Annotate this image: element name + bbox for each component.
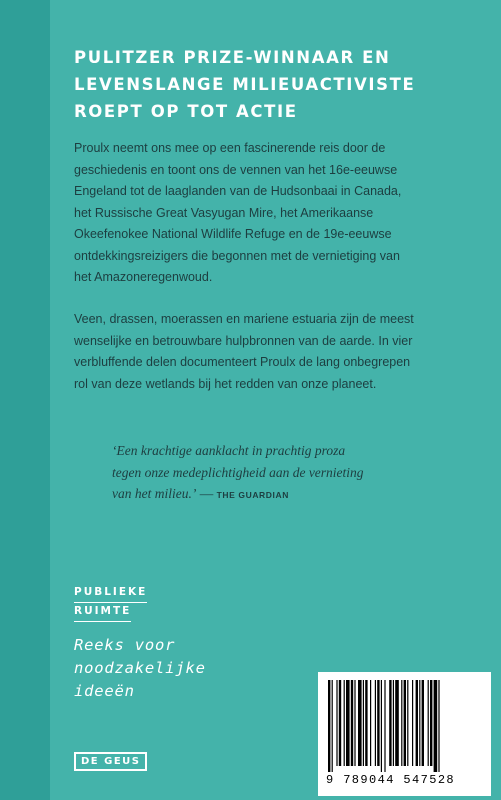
barcode-bar	[328, 680, 330, 772]
barcode-bar	[401, 680, 402, 766]
barcode-bar	[363, 680, 364, 766]
barcode-bar	[339, 680, 341, 766]
headline	[74, 44, 474, 125]
text-line: geschiedenis en toont ons de vennen van het 16e-eeuwse	[74, 162, 398, 177]
barcode-bar	[407, 680, 408, 766]
barcode-bar	[336, 680, 337, 766]
barcode-bar	[354, 680, 355, 766]
headline-line: LEVENSLANGE MILIEUACTIVISTE	[74, 75, 416, 94]
barcode-bar	[404, 680, 406, 766]
barcode-bars	[328, 680, 480, 772]
barcode-bar	[389, 680, 391, 766]
text-line: Veen, drassen, moerassen en mariene estuaria zijn de meest	[74, 312, 414, 326]
text-line: Proulx neemt ons mee op een fascinerende reis door de	[74, 141, 386, 155]
quote-line: tegen onze medeplichtigheid aan de vernieting	[112, 464, 364, 480]
text-line: verbluffende delen documenteert Proulx de lang onbegrepen	[74, 355, 411, 369]
barcode-bar	[332, 680, 333, 772]
barcode-bar	[428, 680, 429, 766]
headline-line: PULITZER PRIZE-WINNAAR EN	[74, 48, 391, 67]
series-tagline	[74, 634, 206, 703]
isbn-number: 9 789044 547528	[326, 773, 456, 787]
series-logo	[74, 584, 147, 622]
description-paragraph-1	[74, 138, 484, 289]
barcode-bar	[416, 680, 418, 766]
text-line: Okeefenokee National Wildlife Refuge en de 19e-eeuwse	[74, 227, 392, 241]
barcode-bar	[365, 680, 367, 766]
quote-line: ‘Een krachtige aanklacht in prachtig proza	[112, 443, 346, 458]
barcode-bar	[393, 680, 394, 766]
text-line: het Russische Great Vasyugan Mire, het Amerikaanse	[74, 205, 374, 220]
quote-line-last	[112, 483, 492, 507]
barcode-bar	[375, 680, 376, 766]
series-name-line-1: PUBLIEKE	[74, 584, 147, 603]
isbn-barcode	[318, 672, 491, 796]
text-line: het Amazoneregenwoud.	[74, 270, 213, 284]
barcode-bar	[344, 680, 345, 766]
publisher-logo: DE GEUS	[74, 752, 147, 771]
spine-edge-stripe	[0, 0, 50, 800]
barcode-bar	[358, 680, 362, 766]
text-line: wenselijke en betrouwbare hulpbronnen van de aarde. In vier	[74, 333, 413, 348]
barcode-bar	[438, 680, 439, 772]
barcode-bar	[395, 680, 399, 766]
barcode-bar	[422, 680, 424, 766]
tagline-line: ideeën	[74, 682, 135, 700]
press-quote	[112, 440, 492, 507]
tagline-line: noodzakelijke	[74, 659, 206, 677]
barcode-bar	[381, 680, 382, 772]
barcode-bar	[370, 680, 371, 766]
barcode-bar	[412, 680, 413, 766]
tagline-line: Reeks voor	[74, 636, 176, 654]
barcode-bar	[434, 680, 438, 772]
barcode-bar	[351, 680, 353, 766]
barcode-bar	[430, 680, 432, 766]
quote-text: van het milieu.’	[112, 486, 197, 501]
text-line: ontdekkingsreizigers die begonnen met de vernietiging van	[74, 248, 400, 263]
quote-source: THE GUARDIAN	[216, 490, 289, 500]
barcode-bar	[377, 680, 379, 766]
barcode-bar	[384, 680, 385, 772]
series-name-line-2: RUIMTE	[74, 603, 131, 622]
description-paragraph-2	[74, 309, 484, 395]
headline-line: ROEPT OP TOT ACTIE	[74, 102, 298, 121]
barcode-bar	[346, 680, 350, 766]
quote-dash: —	[196, 486, 217, 501]
barcode-bar	[419, 680, 420, 766]
text-line: Engeland tot de laaglanden van de Hudsonbaai in Canada,	[74, 184, 402, 198]
text-line: rol van deze wetlands bij het redden van onze planeet.	[74, 376, 377, 391]
